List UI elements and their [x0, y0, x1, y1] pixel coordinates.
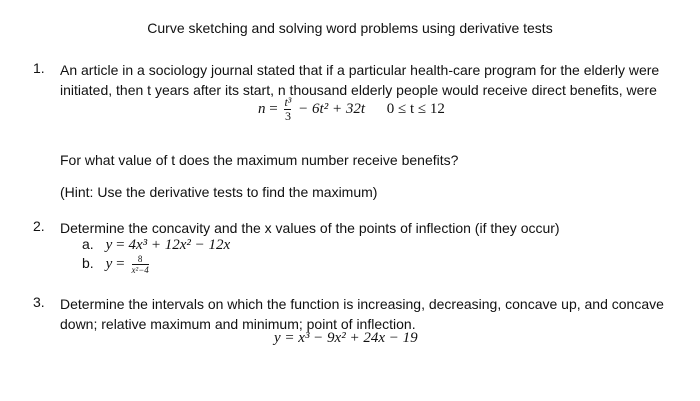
fraction-denominator: 3	[284, 109, 291, 123]
problem-1-text: An article in a sociology journal stated that if a particular health-care program for the elderly were initiated, then t years after its start, n thousand elderly people would receive direct benefits, were	[60, 62, 660, 98]
equation-rest: − 6t² + 32t	[298, 100, 365, 117]
part-label: b.	[82, 255, 94, 272]
part-a-expression: 4x³ + 12x² − 12x	[128, 237, 231, 253]
problem-3-number: 3.	[33, 294, 45, 310]
equation-fraction	[284, 96, 291, 123]
problem-3-line-1: Determine the intervals on which the function is increasing, decreasing, concave up, and concave	[60, 296, 664, 312]
fraction-numerator: t³	[284, 95, 292, 109]
fraction-denominator: x²−4	[131, 265, 149, 275]
problem-3-equation: y = x³ − 9x² + 24x − 19	[274, 330, 418, 346]
part-a-equals: =	[116, 237, 125, 253]
problem-1-number: 1.	[33, 60, 45, 76]
part-label: a.	[82, 236, 94, 252]
part-b-lhs: y	[105, 256, 113, 273]
problem-1-question: For what value of t does the maximum number receive benefits?	[60, 152, 459, 168]
part-a-lhs: y	[105, 237, 113, 253]
problem-2-text: Determine the concavity and the x values of the points of inflection (if they occur)	[60, 220, 560, 236]
equation-domain: 0 ≤ t ≤ 12	[386, 100, 445, 117]
problem-1-equation	[258, 96, 445, 123]
problem-2b	[82, 254, 152, 275]
page-title: Curve sketching and solving word problems using derivative tests	[147, 20, 553, 36]
equation-lhs: n	[258, 100, 266, 117]
problem-3-line-2: down; relative maximum and minimum; point of inflection.	[60, 316, 416, 332]
problem-2a	[82, 236, 230, 254]
equation-equals: =	[269, 100, 278, 117]
part-b-fraction	[132, 254, 149, 275]
problem-2-number: 2.	[33, 218, 45, 234]
part-b-equals: =	[116, 256, 125, 273]
problem-1-hint: (Hint: Use the derivative tests to find the maximum)	[60, 184, 378, 200]
fraction-numerator: 8	[137, 254, 143, 264]
